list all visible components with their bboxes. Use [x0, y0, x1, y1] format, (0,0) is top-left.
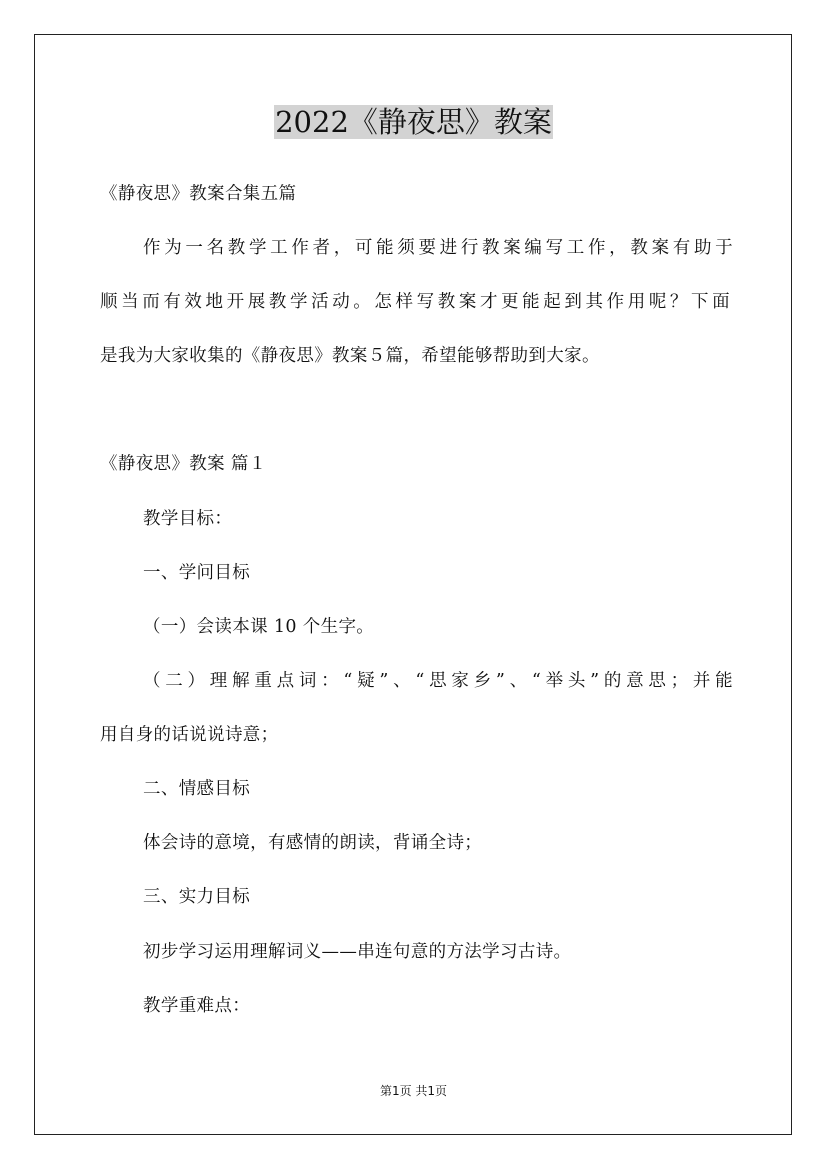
goal-2-heading: 二、情感目标: [143, 779, 251, 799]
intro-paragraph-line-3: 是我为大家收集的《静夜思》教案５篇，希望能够帮助到大家。: [100, 346, 600, 366]
document-title: [0, 103, 827, 141]
goal-1-item-2-line-1: （二）理解重点词：“疑”、“思家乡”、“举头”的意思；并能: [143, 671, 733, 691]
goal-1-item-2-line-2: 用自身的话说说诗意；: [100, 725, 279, 745]
intro-paragraph-line-2: 顺当而有效地开展教学活动。怎样写教案才更能起到其作用呢？下面: [100, 292, 730, 312]
document-subtitle: 《静夜思》教案合集五篇: [100, 184, 297, 204]
key-points-label: 教学重难点：: [143, 996, 251, 1016]
document-title-text: 2022《静夜思》教案: [275, 105, 552, 139]
goal-1-item-1: （一）会读本课 10 个生字。: [143, 617, 375, 637]
section-heading: 《静夜思》教案 篇１: [100, 454, 267, 474]
page-footer: 第1页 共1页: [379, 1084, 448, 1098]
intro-paragraph-line-1: 作为一名教学工作者，可能须要进行教案编写工作，教案有助于: [143, 238, 733, 258]
goal-3-text: 初步学习运用理解词义——串连句意的方法学习古诗。: [143, 942, 572, 962]
teaching-goals-label: 教学目标：: [143, 509, 233, 529]
goal-2-text: 体会诗的意境，有感情的朗读，背诵全诗；: [143, 833, 483, 853]
goal-3-heading: 三、实力目标: [143, 887, 251, 907]
goal-1-heading: 一、学问目标: [143, 563, 251, 583]
